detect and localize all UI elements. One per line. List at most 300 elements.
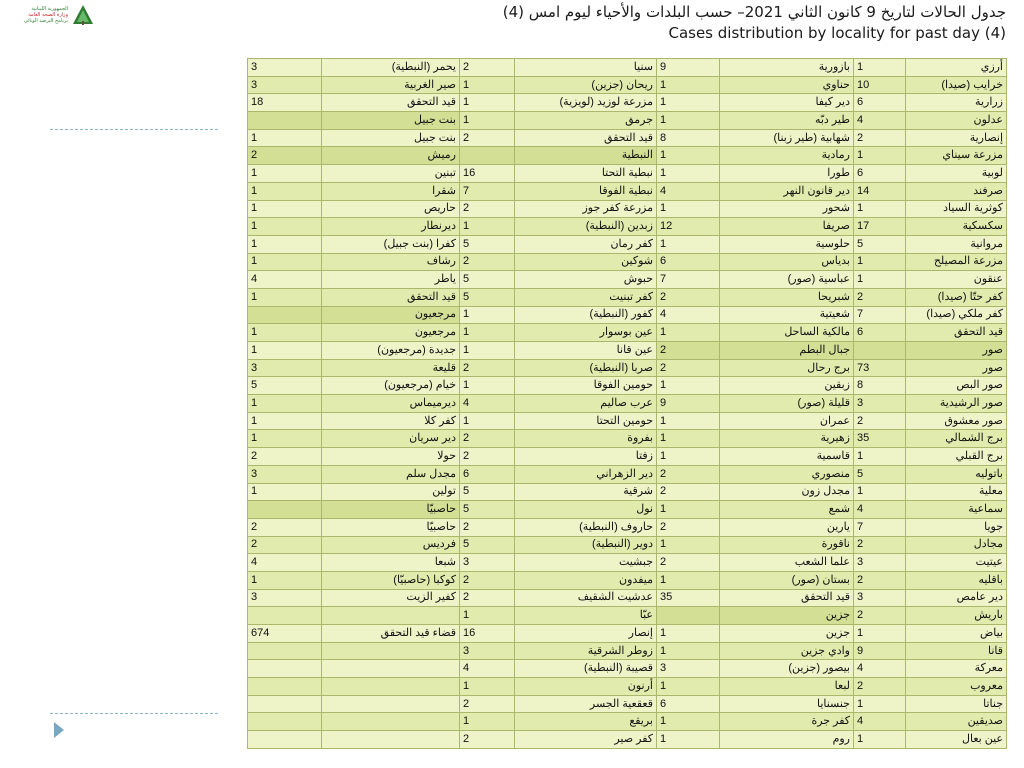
case-count: 2: [460, 200, 515, 218]
case-count: 1: [854, 695, 906, 713]
logo-line-2: وزارة الصحة العامة: [28, 12, 68, 18]
table-row: [248, 731, 1007, 749]
case-count: 4: [248, 554, 322, 572]
locality-name: جبال البطم: [720, 342, 854, 360]
ministry-logo: [6, 2, 96, 32]
title-arabic: جدول الحالات لتاريخ 9 كانون الثاني 2021– حسب البلدات والأحياء ليوم امس (4): [502, 3, 1006, 21]
locality-name: عدلون: [906, 112, 1007, 130]
case-count: [248, 713, 322, 731]
locality-name: شحور: [720, 200, 854, 218]
case-count: 1: [657, 678, 720, 696]
case-count: [248, 306, 322, 324]
locality-name: [322, 695, 460, 713]
locality-name: قضاء قيد التحقق: [322, 625, 460, 643]
locality-name: جرمق: [515, 112, 657, 130]
table-row: [248, 94, 1007, 112]
locality-name: سنيا: [515, 59, 657, 77]
locality-name: مالكية الساحل: [720, 324, 854, 342]
locality-name: [322, 607, 460, 625]
case-count: 1: [248, 324, 322, 342]
table-row: [248, 147, 1007, 165]
case-count: [248, 642, 322, 660]
locality-name: دير كيفا: [720, 94, 854, 112]
table-row: [248, 678, 1007, 696]
locality-name: مزرعة كفر جوز: [515, 200, 657, 218]
locality-name: بستان (صور): [720, 571, 854, 589]
locality-name: مزرعة سيناي: [906, 147, 1007, 165]
locality-name: جويا: [906, 518, 1007, 536]
case-count: 5: [854, 465, 906, 483]
case-count: 1: [657, 625, 720, 643]
logo-line-1: الجمهورية اللبنانية: [31, 6, 68, 12]
locality-name: عبّا: [515, 607, 657, 625]
locality-name: قليعة: [322, 359, 460, 377]
table-row: [248, 554, 1007, 572]
locality-name: زفتا: [515, 448, 657, 466]
locality-name: كوثرية السياد: [906, 200, 1007, 218]
case-count: 8: [657, 129, 720, 147]
locality-name: شرقية: [515, 483, 657, 501]
case-count: 1: [248, 430, 322, 448]
case-count: 1: [460, 342, 515, 360]
locality-name: تبنين: [322, 165, 460, 183]
locality-name: يارين: [720, 518, 854, 536]
case-count: 6: [657, 253, 720, 271]
locality-name: رميش: [322, 147, 460, 165]
case-count: 1: [657, 642, 720, 660]
case-count: 4: [460, 660, 515, 678]
table-row: [248, 271, 1007, 289]
case-count: 9: [657, 59, 720, 77]
table-row: [248, 448, 1007, 466]
case-count: 12: [657, 218, 720, 236]
locality-name: عيتيت: [906, 554, 1007, 572]
locality-name: صربا (النبطية): [515, 359, 657, 377]
locality-name: ياطر: [322, 271, 460, 289]
locality-name: دير الزهراني: [515, 465, 657, 483]
table-row: [248, 536, 1007, 554]
table-row: [248, 218, 1007, 236]
case-count: 3: [248, 359, 322, 377]
locality-name: شمع: [720, 501, 854, 519]
locality-name: تولين: [322, 483, 460, 501]
case-count: 2: [248, 536, 322, 554]
case-count: 1: [460, 377, 515, 395]
case-count: [248, 501, 322, 519]
case-count: 2: [460, 571, 515, 589]
locality-name: باقليه: [906, 571, 1007, 589]
case-count: 1: [657, 430, 720, 448]
locality-name: برج الشمالي: [906, 430, 1007, 448]
case-count: 9: [657, 395, 720, 413]
locality-name: معركة: [906, 660, 1007, 678]
table-row: [248, 589, 1007, 607]
locality-name: علما الشعب: [720, 554, 854, 572]
case-count: 3: [854, 589, 906, 607]
locality-name: عين قانا: [515, 342, 657, 360]
locality-name: كفر ملكي (صيدا): [906, 306, 1007, 324]
locality-name: يحمر (النبطية): [322, 59, 460, 77]
case-count: 2: [248, 147, 322, 165]
case-count: 35: [657, 589, 720, 607]
case-count: 4: [854, 501, 906, 519]
case-count: [854, 342, 906, 360]
case-count: 16: [460, 165, 515, 183]
table-row: [248, 59, 1007, 77]
locality-name: دير سريان: [322, 430, 460, 448]
case-count: 5: [460, 271, 515, 289]
case-count: [248, 607, 322, 625]
case-count: 2: [460, 448, 515, 466]
logo-line-3: برنامج الترصد الوبائي: [23, 18, 68, 24]
case-count: [657, 607, 720, 625]
case-count: [248, 660, 322, 678]
table-row: [248, 359, 1007, 377]
case-count: 9: [854, 642, 906, 660]
case-count: 1: [657, 448, 720, 466]
locality-name: زبقين: [720, 377, 854, 395]
locality-name: بنت جبيل: [322, 129, 460, 147]
locality-name: صور البص: [906, 377, 1007, 395]
locality-name: سكسكية: [906, 218, 1007, 236]
case-count: 1: [854, 483, 906, 501]
table-row: [248, 625, 1007, 643]
case-count: 1: [657, 165, 720, 183]
case-count: 1: [248, 395, 322, 413]
locality-name: شهابية (طير زبنا): [720, 129, 854, 147]
locality-name: روم: [720, 731, 854, 749]
case-count: 3: [248, 589, 322, 607]
locality-name: بدياس: [720, 253, 854, 271]
case-count: 2: [854, 607, 906, 625]
case-count: 1: [657, 571, 720, 589]
case-count: 7: [657, 271, 720, 289]
locality-name: زرارية: [906, 94, 1007, 112]
locality-name: كفرا (بنت جبيل): [322, 235, 460, 253]
case-count: 3: [854, 554, 906, 572]
table-row: [248, 324, 1007, 342]
case-count: 6: [657, 695, 720, 713]
case-count: 1: [248, 288, 322, 306]
locality-name: حومين الفوقا: [515, 377, 657, 395]
table-row: [248, 713, 1007, 731]
locality-name: عرب صاليم: [515, 395, 657, 413]
locality-name: قيد التحقق: [322, 94, 460, 112]
case-count: 2: [460, 359, 515, 377]
case-count: 1: [657, 324, 720, 342]
case-count: 2: [460, 695, 515, 713]
locality-name: جبشيت: [515, 554, 657, 572]
case-count: 1: [248, 235, 322, 253]
locality-name: مزرعة المصيلح: [906, 253, 1007, 271]
case-count: 1: [460, 607, 515, 625]
case-count: 4: [657, 182, 720, 200]
locality-name: [322, 660, 460, 678]
case-count: 1: [460, 94, 515, 112]
locality-name: لوبية: [906, 165, 1007, 183]
case-count: 8: [854, 377, 906, 395]
case-count: 1: [248, 218, 322, 236]
case-count: 2: [460, 253, 515, 271]
case-count: 3: [854, 395, 906, 413]
logo-text: [8, 6, 68, 24]
case-count: 18: [248, 94, 322, 112]
case-count: 1: [248, 412, 322, 430]
locality-name: عين بوسوار: [515, 324, 657, 342]
locality-name: عباسية (صور): [720, 271, 854, 289]
table-row: [248, 165, 1007, 183]
table-row: [248, 200, 1007, 218]
locality-name: شوكين: [515, 253, 657, 271]
locality-name: كفير الزيت: [322, 589, 460, 607]
locality-name: مزرعة لوزيد (لويزية): [515, 94, 657, 112]
table-row: [248, 342, 1007, 360]
case-count: 2: [854, 129, 906, 147]
case-count: 2: [460, 589, 515, 607]
locality-name: بريقع: [515, 713, 657, 731]
locality-name: صديقين: [906, 713, 1007, 731]
locality-name: حاصبيّا: [322, 518, 460, 536]
table-row: [248, 235, 1007, 253]
case-count: 3: [248, 59, 322, 77]
locality-name: مجدل زون: [720, 483, 854, 501]
locality-name: كوكبا (حاصبيّا): [322, 571, 460, 589]
case-count: 2: [460, 731, 515, 749]
locality-name: صير الغربية: [322, 76, 460, 94]
case-count: 10: [854, 76, 906, 94]
case-count: 1: [854, 625, 906, 643]
locality-name: معلية: [906, 483, 1007, 501]
case-count: 2: [460, 59, 515, 77]
table-row: [248, 288, 1007, 306]
locality-name: قيد التحقق: [515, 129, 657, 147]
locality-name: جنسنايا: [720, 695, 854, 713]
case-count: 5: [460, 235, 515, 253]
case-count: 5: [248, 377, 322, 395]
case-count: 1: [657, 412, 720, 430]
table-row: [248, 430, 1007, 448]
case-count: 4: [854, 660, 906, 678]
locality-name: عدشيت الشقيف: [515, 589, 657, 607]
locality-name: دوير (النبطية): [515, 536, 657, 554]
locality-name: نول: [515, 501, 657, 519]
case-count: 1: [657, 235, 720, 253]
locality-name: أرنون: [515, 678, 657, 696]
locality-name: كفر جرة: [720, 713, 854, 731]
case-count: 1: [854, 59, 906, 77]
locality-name: حاصبيّا: [322, 501, 460, 519]
table-row: [248, 377, 1007, 395]
case-count: 1: [854, 147, 906, 165]
locality-name: عمران: [720, 412, 854, 430]
locality-name: طير دبّه: [720, 112, 854, 130]
divider-line: [50, 129, 218, 130]
case-count: [248, 112, 322, 130]
case-count: 1: [460, 218, 515, 236]
case-count: 1: [657, 731, 720, 749]
case-count: 1: [657, 377, 720, 395]
case-count: 35: [854, 430, 906, 448]
case-count: 4: [854, 713, 906, 731]
locality-name: برج القبلي: [906, 448, 1007, 466]
case-count: 1: [460, 678, 515, 696]
case-count: [248, 678, 322, 696]
case-count: 1: [460, 412, 515, 430]
case-count: 1: [657, 200, 720, 218]
table-row: [248, 112, 1007, 130]
locality-name: حبوش: [515, 271, 657, 289]
cases-table: [247, 58, 1007, 749]
case-count: [460, 147, 515, 165]
case-count: 1: [854, 731, 906, 749]
locality-name: قليلة (صور): [720, 395, 854, 413]
locality-name: جزين: [720, 625, 854, 643]
case-count: 2: [460, 430, 515, 448]
divider-line: [50, 713, 218, 714]
locality-name: حناوي: [720, 76, 854, 94]
locality-name: مروانية: [906, 235, 1007, 253]
case-count: 3: [248, 465, 322, 483]
locality-name: بنت جبيل: [322, 112, 460, 130]
locality-name: كفور (النبطية): [515, 306, 657, 324]
case-count: 5: [460, 501, 515, 519]
case-count: 1: [657, 112, 720, 130]
locality-name: كفر حتّا (صيدا): [906, 288, 1007, 306]
table-row: [248, 465, 1007, 483]
locality-name: قعقعية الجسر: [515, 695, 657, 713]
case-count: 1: [248, 342, 322, 360]
case-count: 5: [460, 288, 515, 306]
case-count: 1: [657, 76, 720, 94]
case-count: 2: [854, 536, 906, 554]
case-count: 5: [460, 536, 515, 554]
locality-name: شعيتية: [720, 306, 854, 324]
locality-name: [322, 731, 460, 749]
locality-name: معروب: [906, 678, 1007, 696]
locality-name: بيصور (جزين): [720, 660, 854, 678]
locality-name: صور معشوق: [906, 412, 1007, 430]
case-count: 4: [248, 271, 322, 289]
locality-name: [322, 642, 460, 660]
locality-name: قيد التحقق: [906, 324, 1007, 342]
table-row: [248, 642, 1007, 660]
locality-name: حاريص: [322, 200, 460, 218]
case-count: 1: [460, 306, 515, 324]
case-count: 674: [248, 625, 322, 643]
table-row: [248, 129, 1007, 147]
locality-name: دير عامص: [906, 589, 1007, 607]
case-count: 2: [854, 571, 906, 589]
locality-name: إنصار: [515, 625, 657, 643]
cedar-emblem-icon: [72, 4, 94, 26]
case-count: 7: [854, 518, 906, 536]
locality-name: كفر صير: [515, 731, 657, 749]
locality-name: النبطية: [515, 147, 657, 165]
locality-name: كفر رمان: [515, 235, 657, 253]
case-count: 2: [248, 518, 322, 536]
locality-name: بازورية: [720, 59, 854, 77]
locality-name: باريش: [906, 607, 1007, 625]
locality-name: قيد التحقق: [720, 589, 854, 607]
case-count: [248, 731, 322, 749]
locality-name: عنقون: [906, 271, 1007, 289]
case-count: 1: [460, 76, 515, 94]
case-count: 2: [854, 288, 906, 306]
case-count: 2: [657, 518, 720, 536]
locality-name: طورا: [720, 165, 854, 183]
case-count: 1: [657, 536, 720, 554]
table-row: [248, 395, 1007, 413]
table-row: [248, 607, 1007, 625]
locality-name: صريفا: [720, 218, 854, 236]
locality-name: نبطية الفوقا: [515, 182, 657, 200]
case-count: 2: [657, 465, 720, 483]
case-count: 6: [460, 465, 515, 483]
case-count: 1: [460, 324, 515, 342]
case-count: 2: [657, 288, 720, 306]
table-row: [248, 76, 1007, 94]
title-english: Cases distribution by locality for past day (4): [668, 24, 1006, 42]
case-count: [248, 695, 322, 713]
locality-name: حلوسية: [720, 235, 854, 253]
case-count: 1: [248, 182, 322, 200]
locality-name: منصوري: [720, 465, 854, 483]
case-count: 2: [248, 448, 322, 466]
case-count: 4: [854, 112, 906, 130]
locality-name: عين بعال: [906, 731, 1007, 749]
case-count: 1: [248, 253, 322, 271]
table-row: [248, 695, 1007, 713]
locality-name: باتوليه: [906, 465, 1007, 483]
locality-name: كفر تبنيت: [515, 288, 657, 306]
table-row: [248, 660, 1007, 678]
case-count: 1: [460, 713, 515, 731]
locality-name: نبطية التحتا: [515, 165, 657, 183]
locality-name: ديرميماس: [322, 395, 460, 413]
locality-name: مرجعيون: [322, 306, 460, 324]
locality-name: زهيرية: [720, 430, 854, 448]
locality-name: قيد التحقق: [322, 288, 460, 306]
locality-name: بفروة: [515, 430, 657, 448]
case-count: 3: [460, 554, 515, 572]
case-count: 1: [657, 713, 720, 731]
locality-name: كفر كلا: [322, 412, 460, 430]
play-arrow-icon[interactable]: [54, 722, 64, 738]
locality-name: خيام (مرجعيون): [322, 377, 460, 395]
case-count: 1: [460, 112, 515, 130]
case-count: 4: [460, 395, 515, 413]
locality-name: زبدين (النبطية): [515, 218, 657, 236]
case-count: 16: [460, 625, 515, 643]
case-count: 6: [854, 94, 906, 112]
case-count: 1: [657, 501, 720, 519]
locality-name: مجدل سلم: [322, 465, 460, 483]
locality-name: صرفند: [906, 182, 1007, 200]
case-count: 1: [854, 271, 906, 289]
locality-name: فرديس: [322, 536, 460, 554]
case-count: 2: [854, 412, 906, 430]
locality-name: شبريحا: [720, 288, 854, 306]
locality-name: وادي جزين: [720, 642, 854, 660]
table-row: [248, 306, 1007, 324]
table-row: [248, 483, 1007, 501]
table-row: [248, 501, 1007, 519]
table-row: [248, 571, 1007, 589]
locality-name: صور: [906, 359, 1007, 377]
case-count: 1: [248, 483, 322, 501]
locality-name: برج رحال: [720, 359, 854, 377]
locality-name: شقرا: [322, 182, 460, 200]
